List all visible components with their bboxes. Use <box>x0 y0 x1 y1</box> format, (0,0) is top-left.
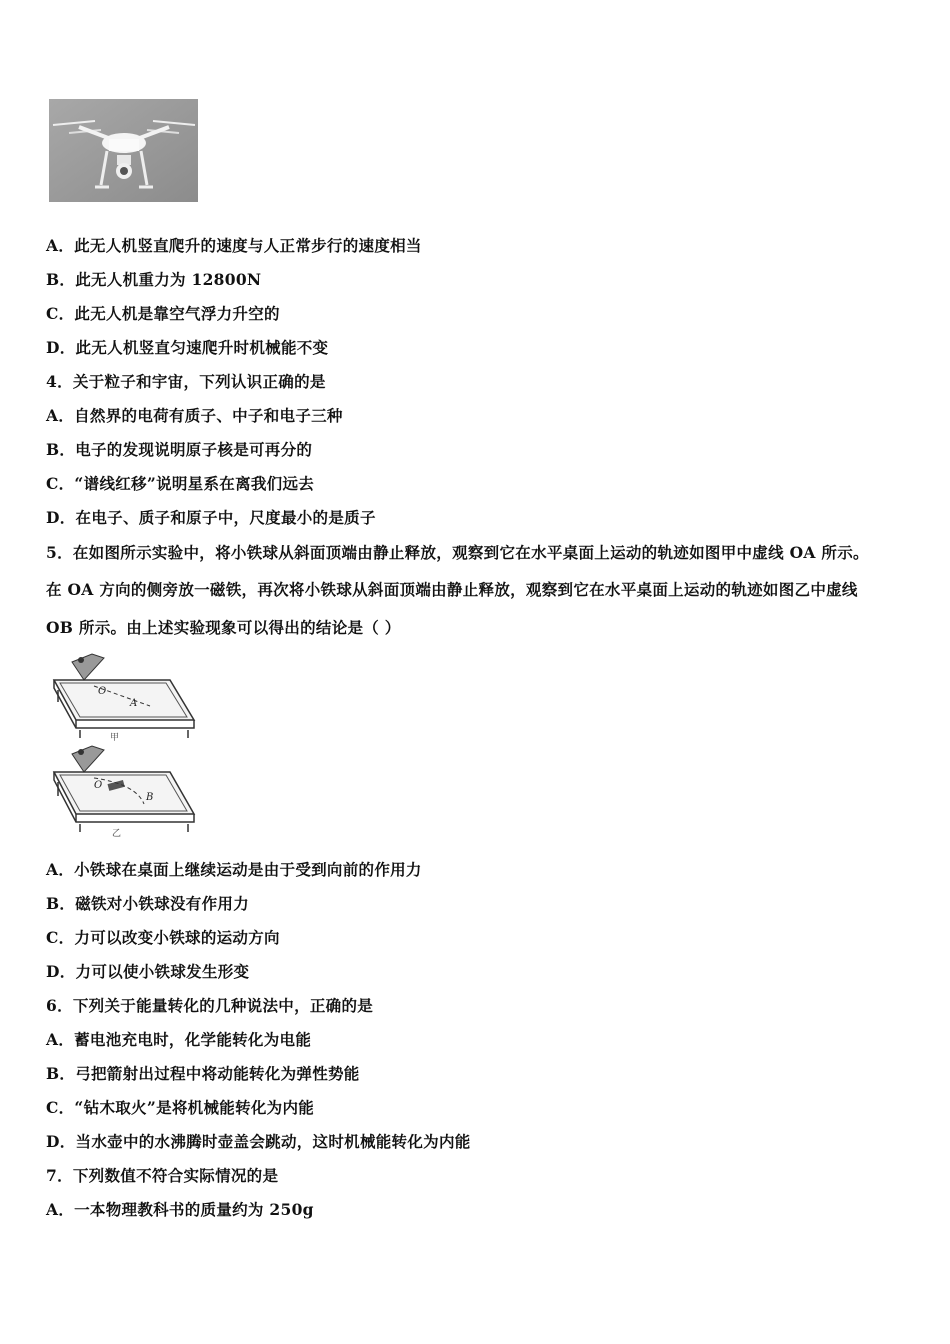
q4-option-a: A．自然界的电荷有质子、中子和电子三种 <box>46 406 343 425</box>
figure-jia-caption: 甲 <box>110 733 120 742</box>
q5-stem-line-3: OB 所示。由上述实验现象可以得出的结论是（ ） <box>46 618 401 637</box>
q5-stem-line-1: 5．在如图所示实验中，将小铁球从斜面顶端由静止释放，观察到它在水平桌面上运动的轨迹如图甲中虚线 OA 所示。 <box>46 543 869 562</box>
q7-stem: 7．下列数值不符合实际情况的是 <box>46 1166 279 1185</box>
figure-jia-label-o: O <box>98 686 107 697</box>
drone-photo <box>49 99 198 202</box>
q5-stem-line-2: 在 OA 方向的侧旁放一磁铁，再次将小铁球从斜面顶端由静止释放，观察到它在水平桌面上运动的轨迹如图乙中虚线 <box>46 580 858 599</box>
figure-jia-label-a: A <box>130 698 138 709</box>
q6-stem: 6．下列关于能量转化的几种说法中，正确的是 <box>46 996 374 1015</box>
q6-option-c: C．“钻木取火”是将机械能转化为内能 <box>46 1098 315 1117</box>
q4-option-c: C．“谱线红移”说明星系在离我们远去 <box>46 474 315 493</box>
drone-icon <box>49 99 198 202</box>
q5-option-b: B．磁铁对小铁球没有作用力 <box>46 894 250 913</box>
q5-option-d: D．力可以使小铁球发生形变 <box>46 962 250 981</box>
q3-option-d: D．此无人机竖直匀速爬升时机械能不变 <box>46 338 329 357</box>
q4-option-b: B．电子的发现说明原子核是可再分的 <box>46 440 313 459</box>
q5-option-c: C．力可以改变小铁球的运动方向 <box>46 928 280 947</box>
figure-yi-label-o: O <box>94 780 103 791</box>
figure-yi-label-b: B <box>146 792 154 803</box>
figure-yi-caption: 乙 <box>112 829 122 838</box>
q6-option-b: B．弓把箭射出过程中将动能转化为弹性势能 <box>46 1064 360 1083</box>
q4-stem: 4．关于粒子和宇宙，下列认识正确的是 <box>46 372 326 391</box>
q6-option-d: D．当水壶中的水沸腾时壶盖会跳动，这时机械能转化为内能 <box>46 1132 471 1151</box>
q7-option-a: A．一本物理教科书的质量约为 250g <box>46 1200 314 1219</box>
q6-option-a: A．蓄电池充电时，化学能转化为电能 <box>46 1030 312 1049</box>
q5-option-a: A．小铁球在桌面上继续运动是由于受到向前的作用力 <box>46 860 422 879</box>
q3-option-a: A．此无人机竖直爬升的速度与人正常步行的速度相当 <box>46 236 422 255</box>
q3-option-c: C．此无人机是靠空气浮力升空的 <box>46 304 280 323</box>
figure-yi <box>48 742 198 838</box>
q4-option-d: D．在电子、质子和原子中，尺度最小的是质子 <box>46 508 376 527</box>
q3-option-b: B．此无人机重力为 12800N <box>46 270 262 289</box>
figure-jia <box>48 650 198 742</box>
